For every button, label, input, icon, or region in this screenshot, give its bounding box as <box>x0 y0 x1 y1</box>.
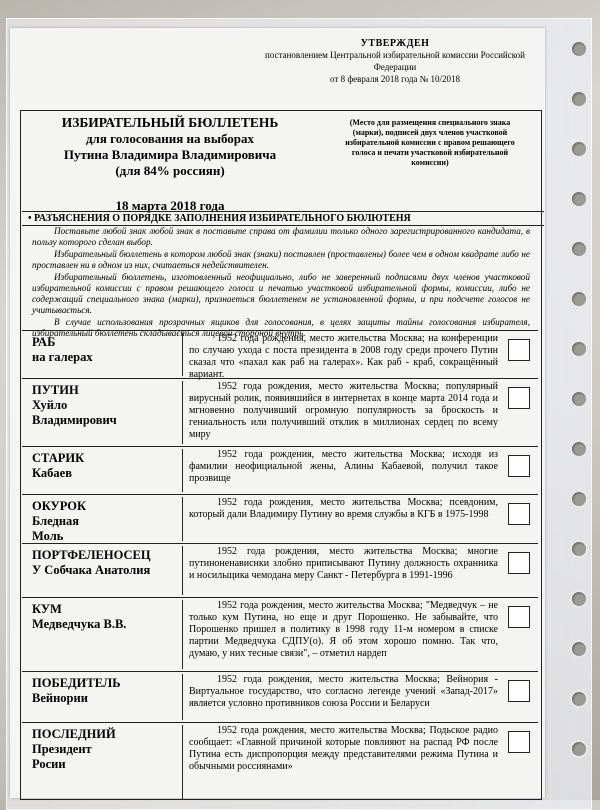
explanation-paragraph: Избирательный бюллетень, изготовленный неофициально, либо не заверенный подписями двух членов участковой избирательной комиссии с правом решающего голоса и печатью участковой избирательной формы, комиссии, либо не содержащий специального знака (марки), признаеться бюллетенем не установленной формы, и при подсчете голосов не учитывається. <box>32 272 530 315</box>
candidate-name: КУМ Медведчука В.В. <box>32 602 127 631</box>
punch-hole-icon <box>570 540 588 558</box>
candidate-name: ПУТИН Хуйло Владимирович <box>32 383 117 427</box>
candidate-row <box>22 543 538 597</box>
candidate-description: 1952 года рождения, место жительства Москва; на конференции по случаю ухода с поста президента в 2008 году среди прочего Путин сказал что «пахал как раб на галерах». Как раб - краб, сокращённый вариант. <box>182 333 502 376</box>
ballot-date: 18 марта 2018 года <box>115 198 225 213</box>
vote-checkbox[interactable] <box>508 339 530 361</box>
punch-hole-icon <box>570 440 588 458</box>
candidate-row <box>22 597 538 671</box>
candidate-row <box>22 446 538 494</box>
approval-line-2: от 8 февраля 2018 года № 10/2018 <box>330 74 460 84</box>
sleeve-holes <box>570 40 592 790</box>
vote-checkbox[interactable] <box>508 455 530 477</box>
punch-hole-icon <box>570 490 588 508</box>
candidate-description: 1952 года рождения, место жительства Москва; многие путиноненависнки злобно приписывают Путину должность охранника и носильщика чемодана меру Санкт - Петербурга в 1991-1996 <box>182 546 502 595</box>
punch-hole-icon <box>570 340 588 358</box>
candidate-name: РАБ на галерах <box>32 335 93 364</box>
candidate-description: 1952 года рождения, место жительства Москва; псевдоним, который дали Владимиру Путину во время службы в КГБ в 1975-1998 <box>182 497 502 541</box>
ballot-title-block <box>30 115 310 179</box>
approval-title: УТВЕРЖДЕН <box>360 38 430 49</box>
ballot-subtitle: для голосования на выборах <box>85 131 255 146</box>
explanation-body <box>32 226 530 340</box>
punch-hole-icon <box>570 640 588 658</box>
stamp-placement-note: (Место для размещения специального знака (марки), подписей двух членов участковой избирательной комиссии с правом решающего голоса и печати участковой избирательной комиссии) <box>345 118 515 167</box>
candidate-list <box>22 330 538 801</box>
ballot-subject: Путина Владимира Владимировича <box>63 147 277 162</box>
vote-checkbox[interactable] <box>508 503 530 525</box>
explanation-paragraph: В случае использования прозрачных ящиков для голосования, в целях защиты тайны голосования избирателя, избирательный бюллетень складывається лицевой стороной внутрь. <box>32 317 530 338</box>
punch-hole-icon <box>570 390 588 408</box>
candidate-row <box>22 494 538 543</box>
candidate-name: ПОСЛЕДНИЙ Президент Росии <box>32 727 116 771</box>
candidate-description: 1952 года рождения, место жительства Москва; "Медведчук – не только кум Путина, но еще и друг Порошенко. Не забывайте, что Порошенко пришел в политику в 1998 году 11-м номером в списке партии Медведчука СДПУ(о). Я об этом хорошо помню. Так что, думаю, у них тесные связи", – отметил нардеп <box>182 600 502 669</box>
approval-header <box>255 38 535 85</box>
candidate-row <box>22 722 538 801</box>
candidate-name: ПОРТФЕЛЕНОСЕЦ У Собчака Анатолия <box>32 548 151 577</box>
candidate-description: 1952 года рождения, место жительства Москва; Подьское радио сообщает: «Главной причиной которые повлияют на распад РФ после Путина есть диспропорция между представителями режима Путина и обычными россиянами» <box>182 725 502 799</box>
candidate-row <box>22 378 538 446</box>
candidate-row <box>22 671 538 722</box>
vote-checkbox[interactable] <box>508 387 530 409</box>
punch-hole-icon <box>570 690 588 708</box>
punch-hole-icon <box>570 240 588 258</box>
punch-hole-icon <box>570 90 588 108</box>
candidate-description: 1952 года рождения, место жительства Москва; популярный вирусный ролик, появившийся в интернетах в конце марта 2014 года и мгновенно получивший огромную популярность за броскость и гениальность или получивший отклик в миллионах сердец по всему миру <box>182 381 502 444</box>
punch-hole-icon <box>570 140 588 158</box>
candidate-row <box>22 330 538 378</box>
punch-hole-icon <box>570 40 588 58</box>
vote-checkbox[interactable] <box>508 731 530 753</box>
candidate-name: ПОБЕДИТЕЛЬ Вейнории <box>32 676 121 705</box>
explanation-paragraph: Избирательный бюллетень в котором любой знак (знаки) поставлен (проставлены) более чем в одном квадрате либо не проставлен ни в одном из них, считаеться недействителен. <box>32 249 530 270</box>
candidate-name: ОКУРОК Бледная Моль <box>32 499 87 543</box>
vote-checkbox[interactable] <box>508 680 530 702</box>
approval-line-1: постановлением Центральной избирательной комиссии Российской Федерации <box>265 50 525 72</box>
explanation-paragraph: Поставьте любой знак любой знак в поставьте справа от фамилии только одного зарегистрированного кандидата, в пользу которого сделан выбор. <box>32 226 530 247</box>
ballot-audience: (для 84% россиян) <box>115 163 225 178</box>
punch-hole-icon <box>570 740 588 758</box>
punch-hole-icon <box>570 190 588 208</box>
ballot-title: ИЗБИРАТЕЛЬНЫЙ БЮЛЛЕТЕНЬ <box>61 115 279 130</box>
explanation-heading: • РАЗЪЯСНЕНИЯ О ПОРЯДКЕ ЗАПОЛНЕНИЯ ИЗБИРАТЕЛЬНОГО БЮЛЮТЕНЯ <box>22 211 544 226</box>
candidate-description: 1952 года рождения, место жительства Москва; исходя из фамилии неофициальной жены, Алины Кабаевой, получил такое прозвище <box>182 449 502 492</box>
punch-hole-icon <box>570 590 588 608</box>
candidate-name: СТАРИК Кабаев <box>32 451 85 480</box>
vote-checkbox[interactable] <box>508 552 530 574</box>
candidate-description: 1952 года рождения, место жительства Москва; Вейнория - Виртуальное государство, что согласно легенде учений «Запад-2017» является условно противников союза России и Беларуси <box>182 674 502 720</box>
vote-checkbox[interactable] <box>508 606 530 628</box>
punch-hole-icon <box>570 290 588 308</box>
